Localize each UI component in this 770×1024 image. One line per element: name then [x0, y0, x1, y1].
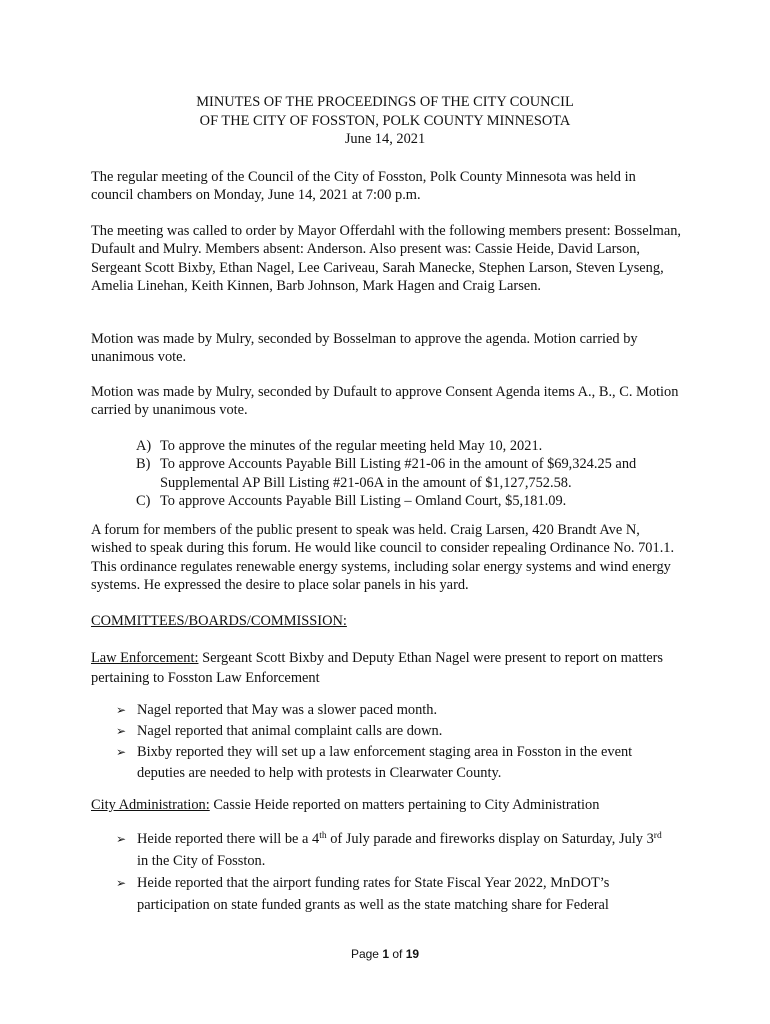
list-item	[116, 742, 676, 784]
title-line-2: OF THE CITY OF FOSSTON, POLK COUNTY MINNESOTA	[199, 112, 571, 129]
call-to-order-paragraph: The meeting was called to order by Mayor Offerdahl with the following members present: Bosselman, Dufault and Mulry. Members absent: Anderson. Also present was: Cassie Heide, David Larson, Sergeant Scott Bixby, Ethan Nagel, Lee Cariveau, Sarah Manecke, Stephen Larson, Steven Lyseng, Amelia Linehan, Keith Kinnen, Barb Johnson, Mark Hagen and Craig Larsen.	[91, 223, 681, 294]
page-number: 1	[382, 947, 389, 961]
list-item-text: Heide reported that the airport funding rates for State Fiscal Year 2022, MnDOT’s participation on state funded grants as well as the state matching share for Federal	[137, 875, 610, 913]
list-item	[116, 828, 676, 872]
page-total: 19	[405, 947, 420, 961]
city-administration-text: Cassie Heide reported on matters pertaining to City Administration	[209, 797, 600, 813]
arrow-bullet-icon: ➢	[116, 745, 127, 759]
list-item	[116, 872, 676, 916]
list-item-text: Heide reported there will be a 4th of July parade and fireworks display on Saturday, July 3rd in the City of Fosston.	[137, 831, 662, 869]
list-item-text: To approve Accounts Payable Bill Listing #21-06 in the amount of $69,324.25 and Supplemental AP Bill Listing #21-06A in the amount of $1,127,752.58.	[160, 456, 637, 491]
law-enforcement-label: Law Enforcement:	[91, 650, 199, 666]
list-marker: B)	[136, 456, 151, 473]
intro-paragraph: The regular meeting of the Council of the City of Fosston, Polk County Minnesota was held in council chambers on Monday, June 14, 2021 at 7:00 p.m.	[91, 169, 636, 204]
city-administration-paragraph	[91, 796, 681, 814]
list-marker: C)	[136, 492, 151, 509]
meeting-date: June 14, 2021	[344, 131, 426, 147]
list-marker: A)	[136, 438, 152, 454]
list-item	[136, 492, 696, 510]
list-item-text: Bixby reported they will set up a law enforcement staging area in Fosston in the event deputies are needed to help with protests in Clearwater County.	[137, 744, 633, 781]
list-item	[116, 721, 676, 742]
arrow-bullet-icon: ➢	[116, 703, 127, 717]
consent-items-list	[136, 437, 696, 510]
title-line-1: MINUTES OF THE PROCEEDINGS OF THE CITY COUNCIL	[196, 94, 574, 110]
arrow-bullet-icon: ➢	[116, 876, 127, 890]
law-enforcement-paragraph	[91, 648, 681, 688]
document-title	[0, 93, 770, 149]
list-item	[136, 437, 696, 455]
list-item	[116, 700, 676, 721]
list-item	[136, 455, 696, 492]
arrow-bullet-icon: ➢	[116, 724, 127, 738]
page-footer	[0, 945, 770, 963]
list-item-text: To approve the minutes of the regular meeting held May 10, 2021.	[160, 438, 543, 454]
law-enforcement-bullets	[116, 700, 676, 784]
consent-motion-paragraph: Motion was made by Mulry, seconded by Dufault to approve Consent Agenda items A., B., C. Motion carried by unanimous vote.	[91, 384, 679, 419]
agenda-motion-paragraph: Motion was made by Mulry, seconded by Bosselman to approve the agenda. Motion carried by unanimous vote.	[91, 331, 638, 366]
list-item-text: To approve Accounts Payable Bill Listing – Omland Court, $5,181.09.	[160, 492, 567, 509]
law-enforcement-text: Sergeant Scott Bixby and Deputy Ethan Nagel were present to report on matters pertaining to Fosston Law Enforcement	[91, 650, 663, 686]
page-word: Page	[350, 947, 379, 961]
arrow-bullet-icon: ➢	[116, 832, 127, 846]
city-administration-label: City Administration:	[91, 797, 210, 813]
city-administration-bullets	[116, 828, 676, 916]
of-word: of	[392, 947, 403, 961]
public-forum-paragraph: A forum for members of the public present to speak was held. Craig Larsen, 420 Brandt Ave N, wished to speak during this forum. He would like council to consider repealing Ordinance No. 701.1. This ordinance regulates renewable energy systems, including solar energy systems and wind energy systems. He expressed the desire to place solar panels in his yard.	[91, 522, 675, 593]
list-item-text: Nagel reported that animal complaint calls are down.	[137, 723, 443, 739]
committees-heading: COMMITTEES/BOARDS/COMMISSION:	[91, 613, 347, 629]
list-item-text: Nagel reported that May was a slower paced month.	[137, 702, 438, 718]
